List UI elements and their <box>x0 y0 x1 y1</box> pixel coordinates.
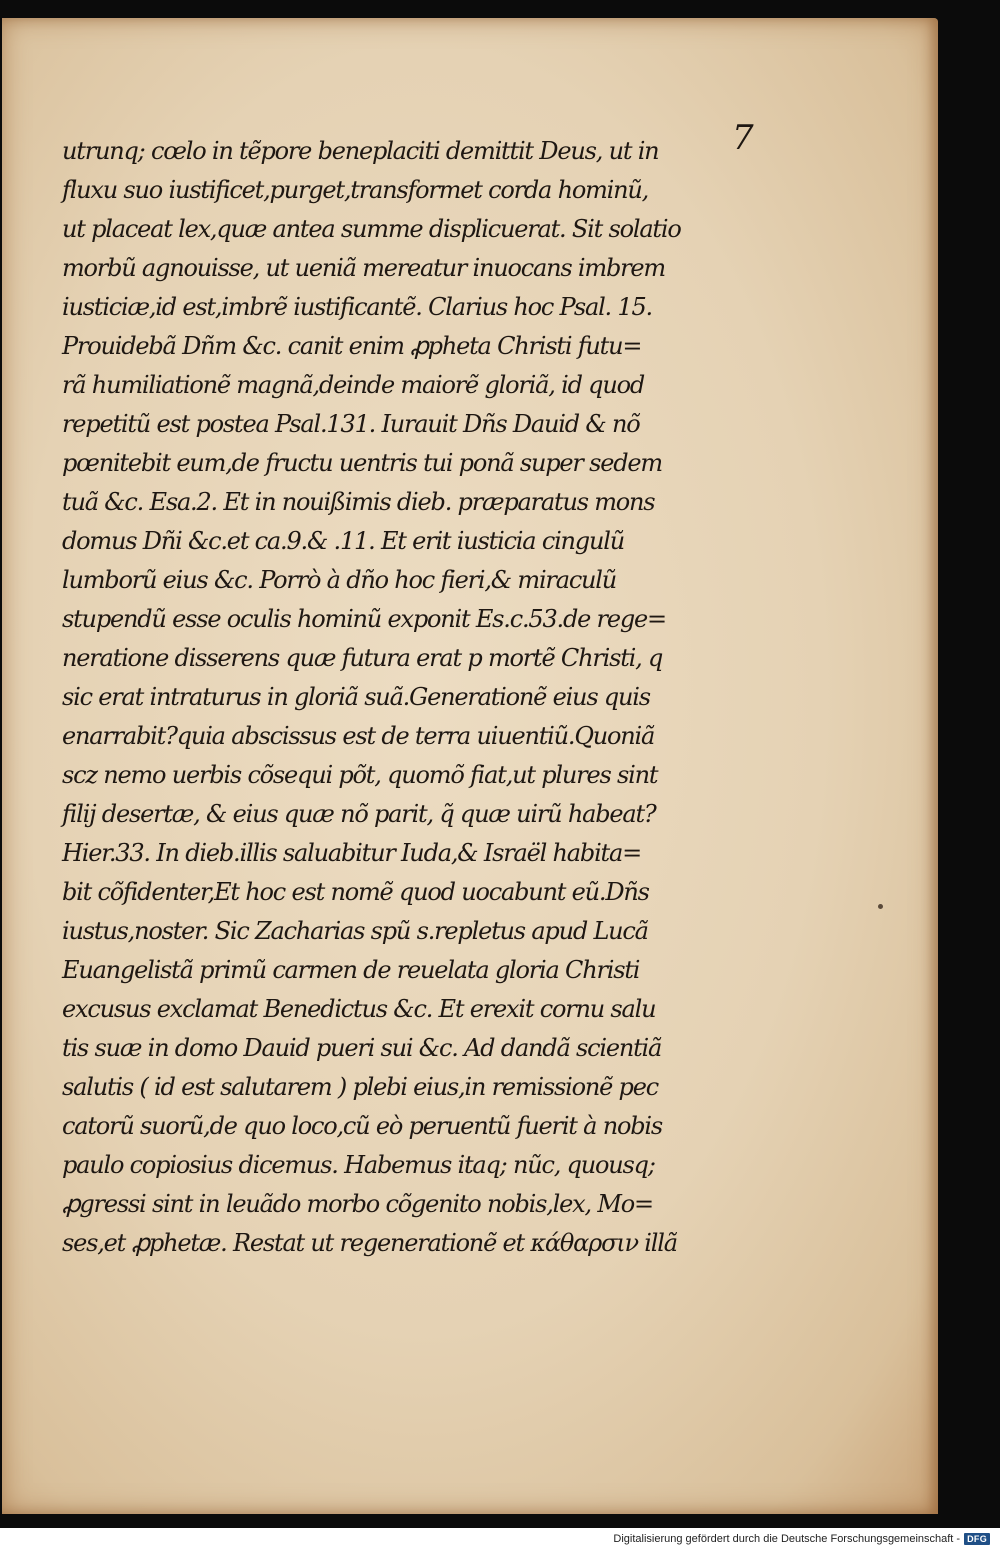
text-line: lumborũ eius &c. Porrò à dño hoc fieri,& miraculũ <box>62 566 617 594</box>
text-line: ꝓgressi sint in leuãdo morbo cõgenito nobis,lex, Mo= <box>62 1190 653 1218</box>
text-line: bit cõfidenter,Et hoc est nomẽ quod uocabunt eũ.Dñs <box>62 878 649 906</box>
footer-credit-bar <box>613 1528 1000 1549</box>
text-line: iustus,noster. Sic Zacharias spũ s.repletus apud Lucã <box>62 917 648 945</box>
text-line: neratione disserens quæ futura erat p mortẽ Christi, q <box>62 644 663 672</box>
text-line: excusus exclamat Benedictus &c. Et erexit cornu salu <box>62 995 656 1023</box>
text-line: morbũ agnouisse, ut ueniã mereatur inuocans imbrem <box>62 254 665 282</box>
text-line: repetitũ est postea Psal.131. Iurauit Dñs Dauid & nõ <box>62 410 640 438</box>
text-block <box>62 132 702 1263</box>
footer-credit-text: Digitalisierung gefördert durch die Deutsche Forschungsgemeinschaft - <box>613 1532 961 1545</box>
text-line: tuã &c. Esa.2. Et in nouißimis dieb. præparatus mons <box>62 488 655 516</box>
ink-spot <box>878 904 883 909</box>
text-line: enarrabit?quia abscissus est de terra uiuentiũ.Quoniã <box>62 722 655 750</box>
text-line: ut placeat lex,quæ antea summe displicuerat. Sit solatio <box>62 215 681 243</box>
text-line: stupendũ esse oculis hominũ exponit Es.c.53.de rege= <box>62 605 666 633</box>
book-page <box>2 18 938 1514</box>
text-line: Euangelistã primũ carmen de reuelata gloria Christi <box>62 956 640 984</box>
text-line: Prouidebã Dñm &c. canit enim ꝓpheta Christi futu= <box>62 332 642 360</box>
dfg-logo: DFG <box>964 1533 990 1545</box>
text-line: pœnitebit eum,de fructu uentris tui ponã super sedem <box>62 449 662 477</box>
text-line: sic erat intraturus in gloriã suã.Generationẽ eius quis <box>62 683 650 711</box>
page-number: 7 <box>732 118 754 158</box>
text-line: Hier.33. In dieb.illis saluabitur Iuda,& Israël habita= <box>62 839 642 867</box>
text-line: iusticiæ,id est,imbrẽ iustificantẽ. Clarius hoc Psal. 15. <box>62 293 652 321</box>
text-line: salutis ( id est salutarem ) plebi eius,in remissionẽ pec <box>62 1073 658 1101</box>
text-line: utrunq; cœlo in tẽpore beneplaciti demittit Deus, ut in <box>62 137 659 165</box>
text-line: scz nemo uerbis cõsequi põt, quomõ fiat,ut plures sint <box>62 761 658 789</box>
text-line: catorũ suorũ,de quo loco,cũ eò peruentũ fuerit à nobis <box>62 1112 662 1140</box>
text-line: ses,et ꝓphetæ. Restat ut regenerationẽ et κάθαρσιν illã <box>62 1229 677 1257</box>
text-line: tis suæ in domo Dauid pueri sui &c. Ad dandã scientiã <box>62 1034 662 1062</box>
text-line: fluxu suo iustificet,purget,transformet corda hominũ, <box>62 176 649 204</box>
text-line: filij desertæ, & eius quæ nõ parit, q̃ quæ uirũ habeat? <box>62 800 656 828</box>
text-line: domus Dñi &c.et ca.9.& .11. Et erit iusticia cingulũ <box>62 527 624 555</box>
text-line: rã humiliationẽ magnã,deinde maiorẽ gloriã, id quod <box>62 371 644 399</box>
text-line: paulo copiosius dicemus. Habemus itaq; nũc, quousq; <box>62 1151 655 1179</box>
